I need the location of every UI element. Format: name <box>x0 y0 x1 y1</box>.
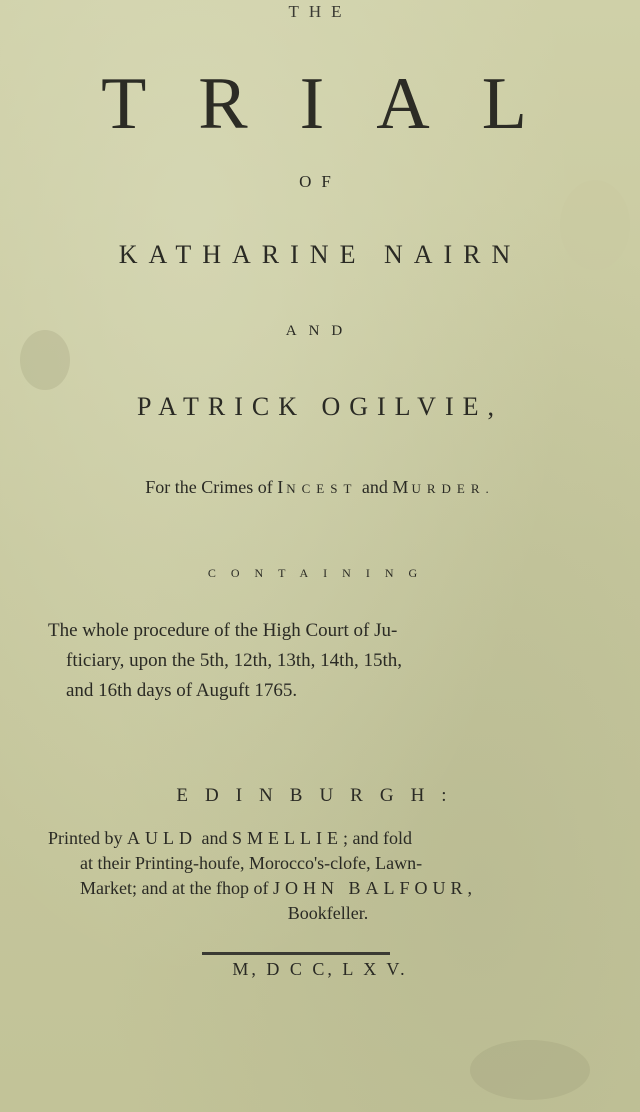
imprint-printers <box>48 826 608 926</box>
crime-incest-rest: NCEST <box>286 481 358 496</box>
defendant-name-1: KATHARINE NAIRN <box>118 240 522 269</box>
imprint-rule <box>202 952 390 955</box>
printer-line-3-text: Market; and at the fhop of <box>80 878 273 898</box>
printer-line-1-text: Printed by <box>48 828 127 848</box>
imprint-place: EDINBURGH: <box>176 785 464 806</box>
printer-line-1-end: ; and fold <box>343 828 412 848</box>
printer-auld: AULD <box>127 828 197 848</box>
description-paragraph <box>48 616 608 706</box>
defendant-name-2: PATRICK OGILVIE, <box>137 392 503 421</box>
crimes-prefix: For the Crimes of <box>145 477 278 497</box>
description-line-2: fticiary, upon the 5th, 12th, 13th, 14th, 15th, <box>66 650 402 671</box>
imprint-date: M, D C C, L X V. <box>232 959 408 979</box>
header-the: THE <box>288 2 352 21</box>
foxing-stain <box>470 1040 590 1100</box>
title-and: AND <box>285 323 355 339</box>
printer-line-3 <box>48 876 608 901</box>
printer-line-1 <box>48 826 608 851</box>
crimes-joiner: and <box>357 477 393 497</box>
title-of: OF <box>299 172 341 191</box>
description-line-1: The whole procedure of the High Court of Ju- <box>48 620 398 641</box>
containing-heading: CONTAINING <box>207 566 433 580</box>
main-title: TRIAL <box>101 63 579 145</box>
crime-incest-initial: I <box>277 477 287 497</box>
crime-murder-rest: URDER. <box>411 481 495 496</box>
crimes-line <box>0 477 640 498</box>
printer-line-4: Bookfeller. <box>287 903 369 923</box>
printer-line-1-joiner: and <box>197 828 232 848</box>
printer-line-2: at their Printing-houfe, Morocco's-clofe, Lawn- <box>80 853 423 873</box>
crime-murder-initial: M <box>392 477 412 497</box>
printer-smellie: SMELLIE <box>232 828 343 848</box>
description-line-3: and 16th days of Auguft 1765. <box>66 680 298 701</box>
bookseller-name: JOHN BALFOUR, <box>272 878 477 898</box>
